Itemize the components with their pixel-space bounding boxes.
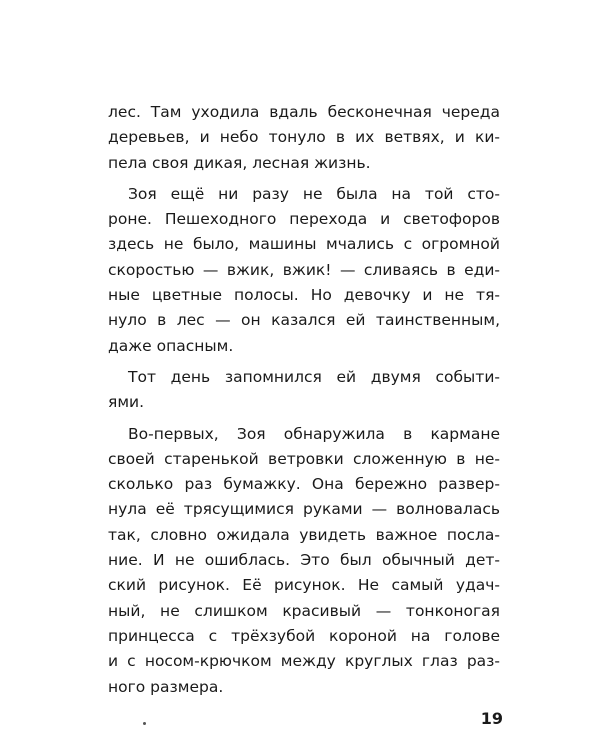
- text-line: Во-первых, Зоя обнаружила в кармане: [128, 424, 500, 443]
- text-line: ние. И не ошиблась. Это был обычный дет-: [108, 551, 500, 570]
- paragraph-4: [108, 422, 500, 700]
- text-line: и с носом-крючком между круглых глаз раз-: [108, 652, 500, 671]
- text-line: пела своя дикая, лесная жизнь.: [108, 153, 371, 172]
- text-line: Тот день запомнился ей двумя событи-: [128, 367, 500, 386]
- text-line: ного размера.: [108, 677, 224, 696]
- text-line: ями.: [108, 393, 145, 412]
- text-line: скоростью — вжик, вжик! — сливаясь в еди-: [108, 260, 500, 279]
- paragraph-3: [108, 365, 500, 416]
- text-line: своей старенькой ветровки сложенную в не-: [108, 449, 500, 468]
- paragraph-1: [108, 100, 500, 176]
- text-line: нула её трясущимися руками — волновалась: [108, 500, 500, 519]
- text-line: нуло в лес — он казался ей таинственным,: [108, 311, 500, 330]
- paragraph-2: [108, 182, 500, 359]
- text-line: роне. Пешеходного перехода и светофоров: [108, 210, 500, 229]
- text-line: ский рисунок. Её рисунок. Не самый удач-: [108, 576, 500, 595]
- text-line: деревьев, и небо тонуло в их ветвях, и ки-: [108, 128, 500, 147]
- text-line: принцесса с трёхзубой короной на голове: [108, 626, 500, 645]
- text-line: даже опасным.: [108, 336, 234, 355]
- text-line: Зоя ещё ни разу не была на той сто-: [128, 184, 500, 203]
- text-line: здесь не было, машины мчались с огромной: [108, 235, 500, 254]
- text-line: ный, не слишком красивый — тонконогая: [108, 601, 500, 620]
- text-line: так, словно ожидала увидеть важное посла-: [108, 525, 500, 544]
- print-speck: [143, 722, 146, 725]
- page-number: 19: [480, 709, 503, 728]
- text-line: ные цветные полосы. Но девочку и не тя-: [108, 286, 500, 305]
- body-text: [108, 100, 500, 700]
- text-line: лес. Там уходила вдаль бесконечная череда: [108, 103, 500, 121]
- text-line: сколько раз бумажку. Она бережно развер-: [108, 475, 500, 494]
